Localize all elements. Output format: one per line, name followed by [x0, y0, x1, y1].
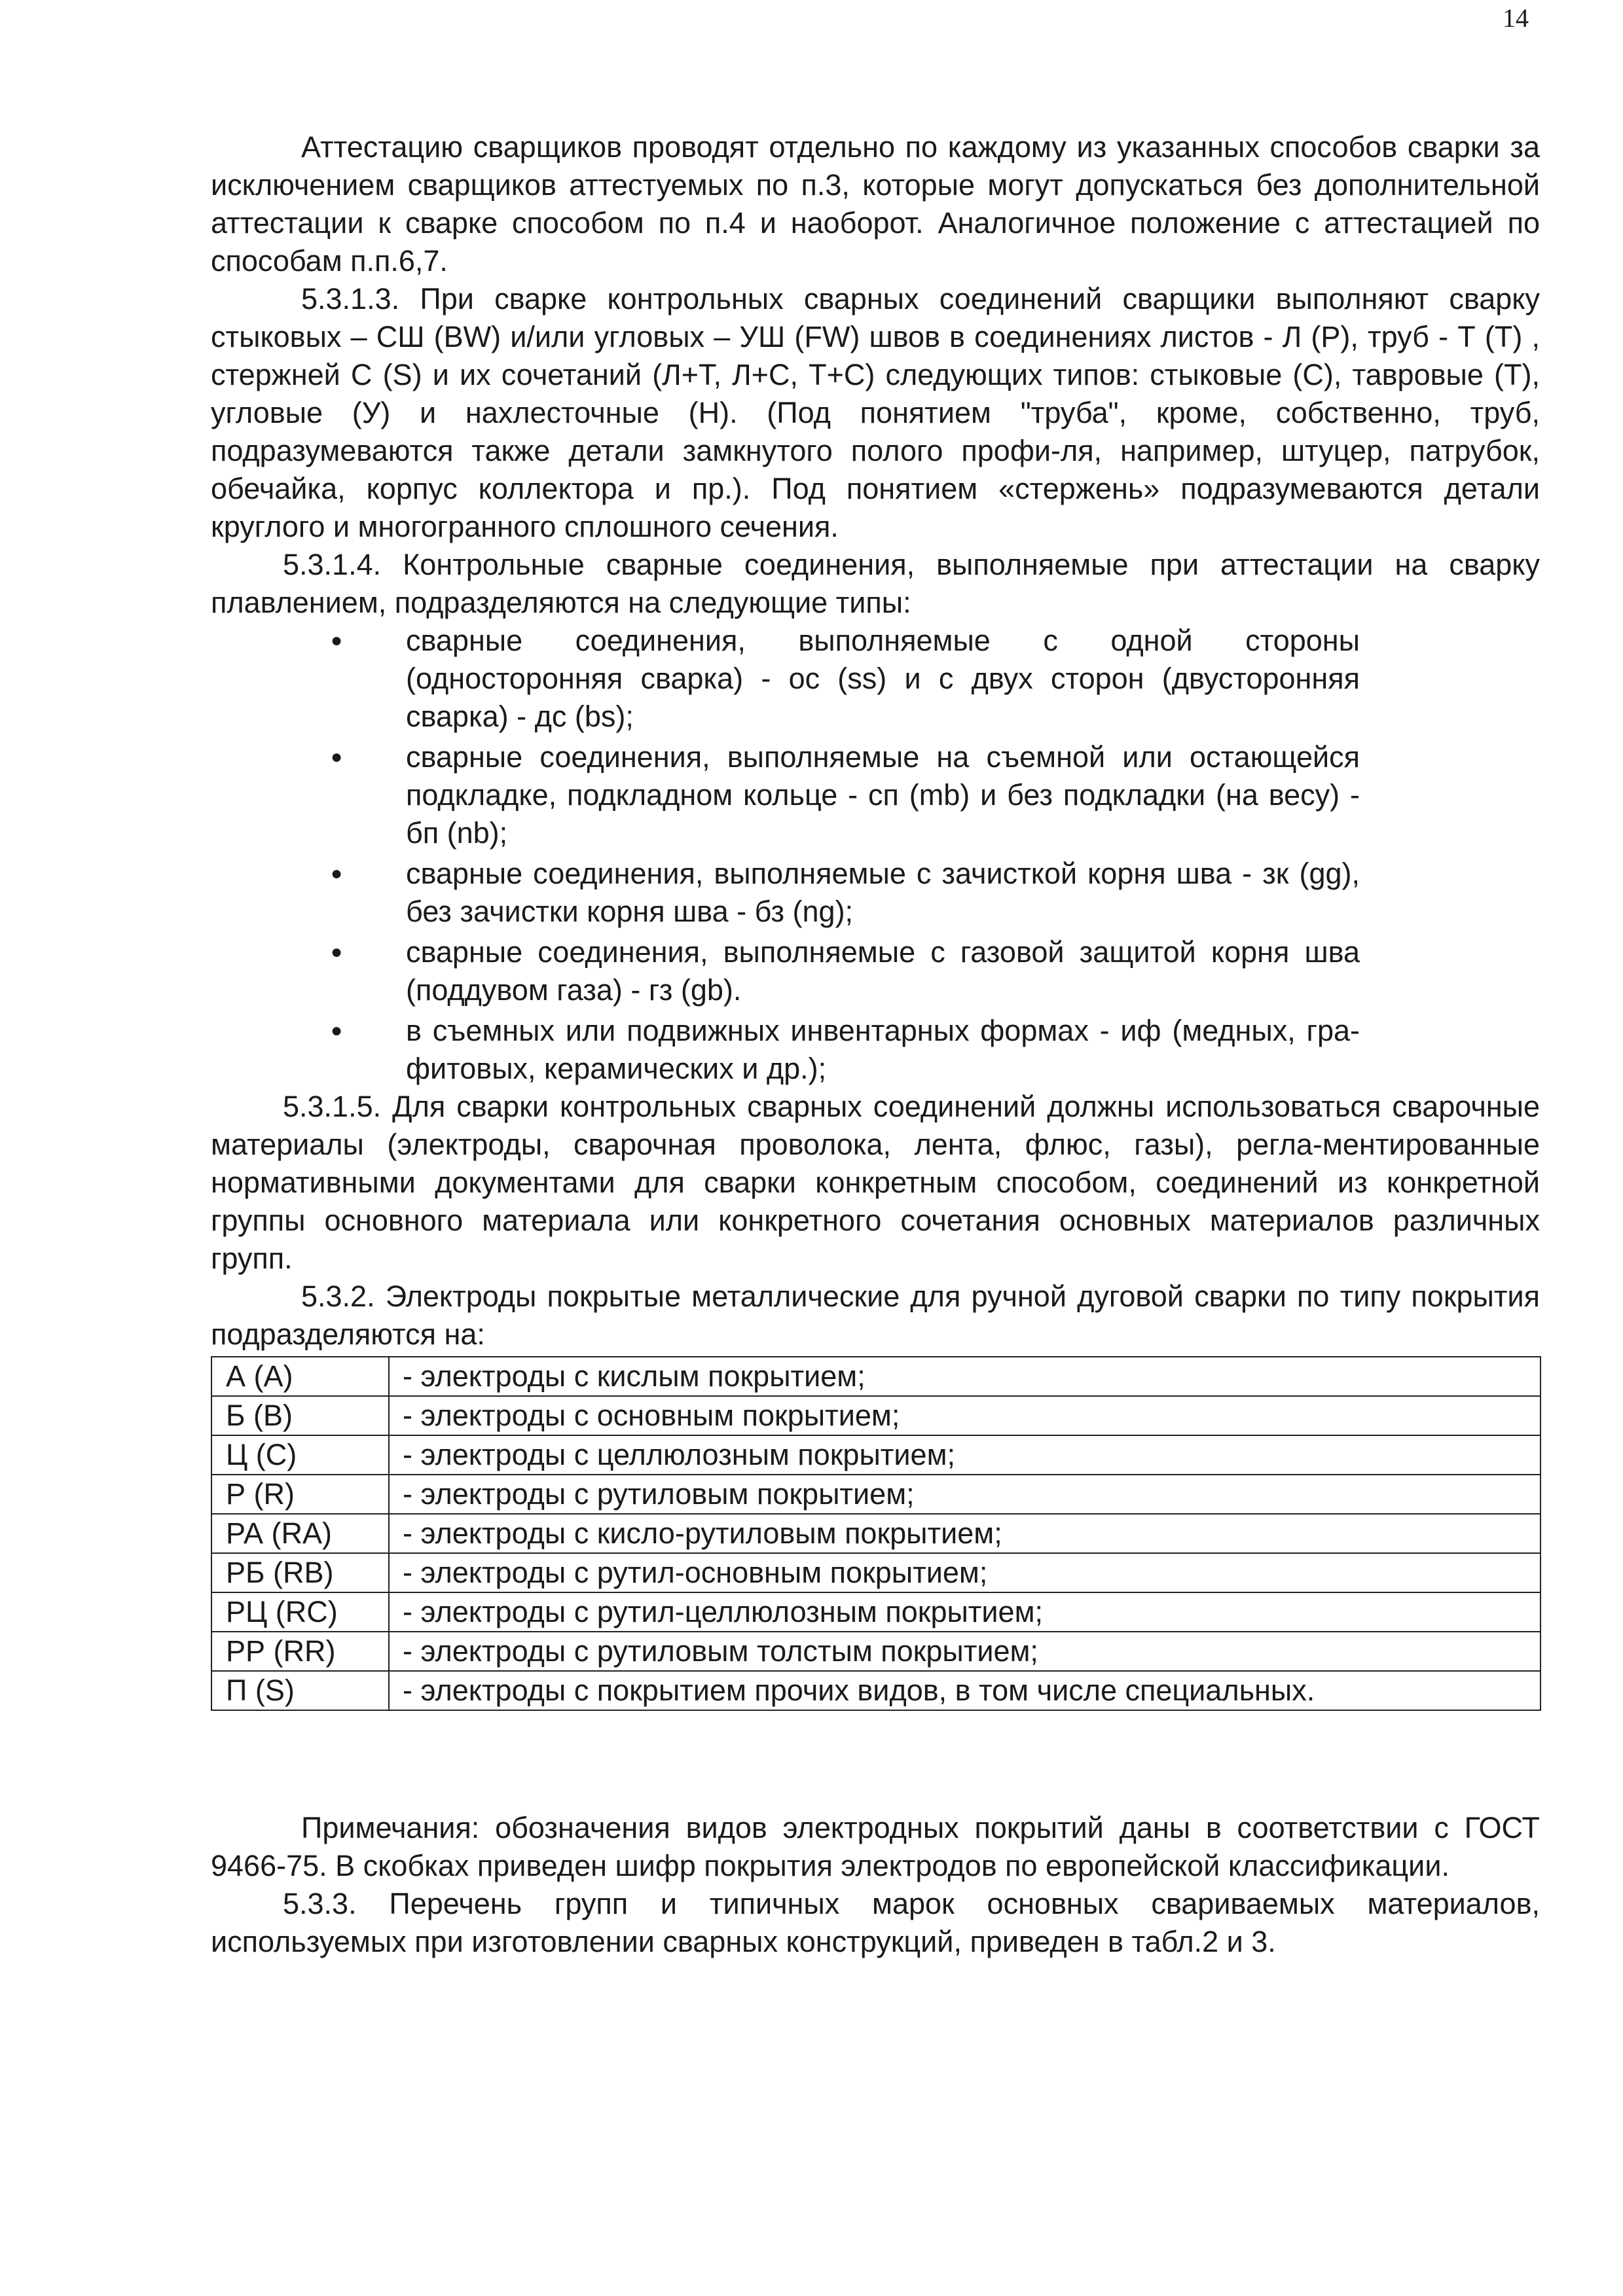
- list-item-text: сварные соединения, выполняемые с газовой защитой корня шва (поддувом газа) - гз (gb).: [406, 935, 1360, 1007]
- paragraph-5-3-1-5: 5.3.1.5. Для сварки контрольных сварных соединений должны использоваться сварочные материалы (электроды, сварочная проволока, лента, флюс, газы), регла-ментированные нормативными документами для сварки конкретным способом, соединений из конкретной группы основного материала или конкретного сочетания основных материалов различных групп.: [211, 1090, 1540, 1275]
- coating-code: Р (R): [211, 1475, 389, 1514]
- table-row: [211, 1357, 1541, 1396]
- paragraph-5-3-2: 5.3.2. Электроды покрытые металлические для ручной дуговой сварки по типу покрытия подразделяются на:: [211, 1280, 1540, 1351]
- coating-description: - электроды с рутил-основным покрытием;: [389, 1553, 1541, 1592]
- list-item: [211, 622, 1468, 736]
- table-row: [211, 1632, 1541, 1671]
- bullet-icon: ●: [331, 630, 343, 651]
- paragraph-attestation-methods: Аттестацию сварщиков проводят отдельно по каждому из указанных способов сварки за исключением сварщиков аттестуемых по п.3, которые могут допускаться без дополнительной аттестации к сварке способом по п.4 и наоборот. Аналогичное положение с аттестацией по способам п.п.6,7.: [211, 130, 1540, 278]
- list-item: [211, 933, 1468, 1009]
- paragraph-5-3-1-3: 5.3.1.3. При сварке контрольных сварных соединений сварщики выполняют сварку стыковых – СШ (BW) и/или угловых – УШ (FW) швов в соединениях листов - Л (Р), труб - Т (Т) , стержней С (S) и их сочетаний (Л+Т, Л+С, Т+С) следующих типов: стыковые (С), тавровые (Т), угловые (У) и нахлесточные (Н). (Под понятием "труба", кроме, собственно, труб, подразумеваются также детали замкнутого полого профи-ля, например, штуцер, патрубок, обечайка, корпус коллектора и пр.). Под понятием «стержень» подразумеваются детали круглого и многогранного сплошного сечения.: [211, 282, 1540, 543]
- coating-code: А (A): [211, 1357, 389, 1396]
- joint-types-list: [211, 622, 1468, 1088]
- bullet-icon: ●: [331, 1020, 343, 1041]
- coating-description: - электроды с покрытием прочих видов, в том числе специальных.: [389, 1671, 1541, 1710]
- document-body: [211, 128, 1540, 1961]
- coating-code: РА (RA): [211, 1514, 389, 1553]
- coating-description: - электроды с рутиловым покрытием;: [389, 1475, 1541, 1514]
- coating-description: - электроды с рутиловым толстым покрытием;: [389, 1632, 1541, 1671]
- electrode-coating-table: [211, 1356, 1541, 1711]
- table-row: [211, 1671, 1541, 1710]
- list-item: [211, 738, 1468, 852]
- table-row: [211, 1514, 1541, 1553]
- coating-description: - электроды с кисло-рутиловым покрытием;: [389, 1514, 1541, 1553]
- bullet-icon: ●: [331, 863, 343, 884]
- coating-code: Ц (C): [211, 1435, 389, 1475]
- coating-code: Б (B): [211, 1396, 389, 1435]
- coating-code: РЦ (RC): [211, 1592, 389, 1632]
- paragraph-note: Примечания: обозначения видов электродных покрытий даны в соответствии с ГОСТ 9466-75. В скобках приведен шифр покрытия электродов по европейской классификации.: [211, 1811, 1540, 1882]
- list-item-text: в съемных или подвижных инвентарных формах - иф (медных, гра-фитовых, керамических и др.);: [406, 1014, 1360, 1085]
- list-item-text: сварные соединения, выполняемые с зачисткой корня шва - зк (gg), без зачистки корня шва - бз (ng);: [406, 857, 1360, 928]
- coating-code: П (S): [211, 1671, 389, 1710]
- list-item-text: сварные соединения, выполняемые на съемной или остающейся подкладке, подкладном кольце - сп (mb) и без подкладки (на весу) - бп (nb);: [406, 740, 1360, 850]
- table-row: [211, 1435, 1541, 1475]
- bullet-icon: ●: [331, 746, 343, 768]
- table-row: [211, 1592, 1541, 1632]
- list-item-text: сварные соединения, выполняемые с одной стороны (односторонняя сварка) - ос (ss) и с двух сторон (двусторонняя сварка) - дс (bs);: [406, 624, 1360, 733]
- coating-code: РБ (RB): [211, 1553, 389, 1592]
- table-row: [211, 1396, 1541, 1435]
- table-row: [211, 1553, 1541, 1592]
- coating-description: - электроды с целлюлозным покрытием;: [389, 1435, 1541, 1475]
- paragraph-5-3-3: 5.3.3. Перечень групп и типичных марок основных свариваемых материалов, используемых при изготовлении сварных конструкций, приведен в табл.2 и 3.: [211, 1887, 1540, 1958]
- coating-description: - электроды с кислым покрытием;: [389, 1357, 1541, 1396]
- list-item: [211, 855, 1468, 931]
- bullet-icon: ●: [331, 941, 343, 963]
- table-row: [211, 1475, 1541, 1514]
- list-item: [211, 1012, 1468, 1088]
- spacer: [211, 1711, 1540, 1809]
- coating-description: - электроды с рутил-целлюлозным покрытием;: [389, 1592, 1541, 1632]
- coating-code: РР (RR): [211, 1632, 389, 1671]
- coating-description: - электроды с основным покрытием;: [389, 1396, 1541, 1435]
- page-number: 14: [1503, 3, 1529, 33]
- paragraph-5-3-1-4: 5.3.1.4. Контрольные сварные соединения, выполняемые при аттестации на сварку плавлением, подразделяются на следующие типы:: [211, 548, 1540, 619]
